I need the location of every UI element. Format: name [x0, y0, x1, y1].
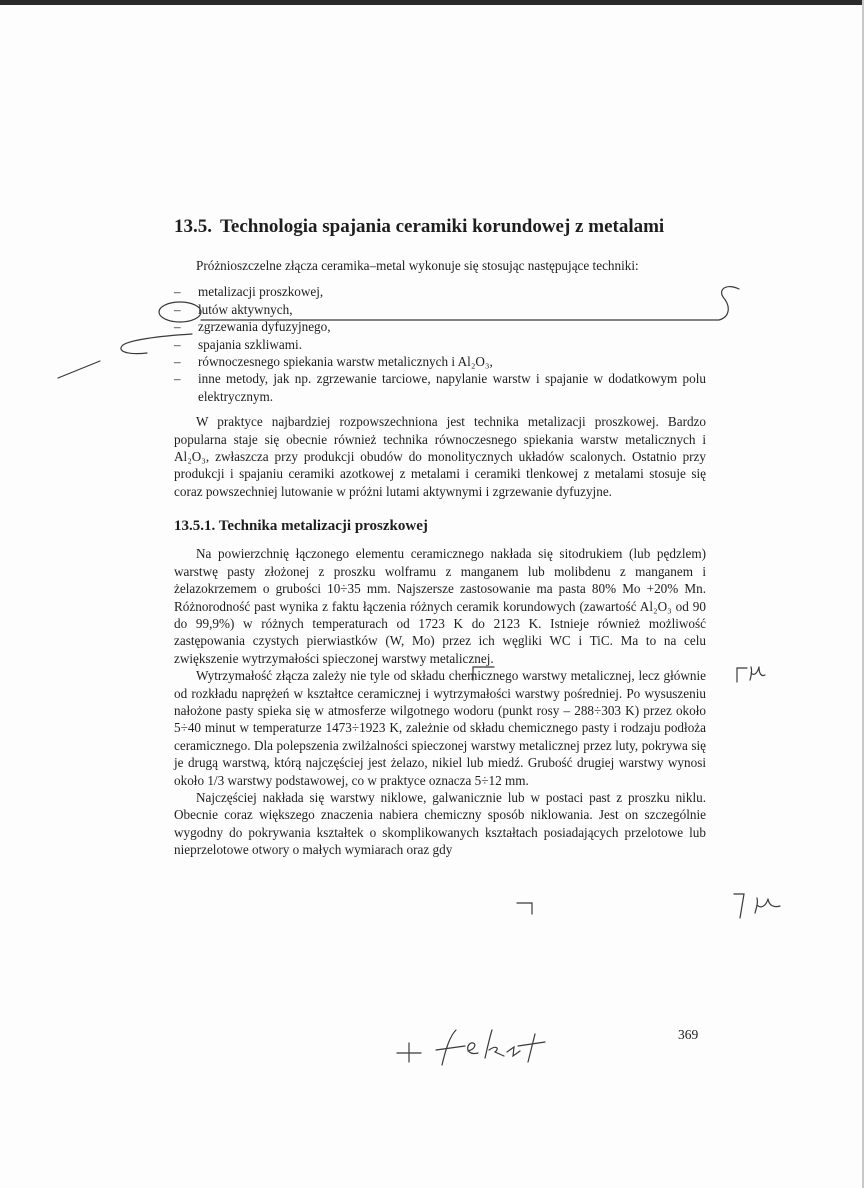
body-paragraph: Najczęściej nakłada się warstwy niklowe, galwanicznie lub w postaci past z proszku niklu. Obecnie coraz większego znaczenia nabiera chemiczny sposób niklowania. Jest on szczególnie wygodny do pokrywania kształtek o skomplikowanych kształtach posiadających przelotowe lub nieprzelotowe otwory o małych wymiarach oraz gdy: [174, 789, 706, 858]
page-number: 369: [678, 1027, 699, 1042]
circle-mark: [159, 302, 201, 322]
list-item-text: inne metody, jak np. zgrzewanie tarciowe, napylanie warstw i spajanie w dodatkowym polu elektrycznym.: [198, 371, 706, 404]
list-dash: –: [174, 336, 181, 352]
list-item-text: zgrzewania dyfuzyjnego,: [198, 319, 331, 335]
bracket-mark: [201, 287, 739, 320]
correction-mark: [473, 667, 494, 680]
arrow-mark: [121, 334, 192, 354]
list-dash: –: [174, 301, 181, 317]
list-item-text: równoczesnego spiekania warstw metalicznych i Al₂O₃,: [198, 354, 493, 370]
body-paragraph: Na powierzchnię łączonego elementu ceramicznego nakłada się sitodrukiem (lub pędzlem) warstwę pasty złożonej z proszku wolframu z manganem lub molibdenu z manganem i żelazokrzemem o grubości 10÷35 mm. Najszersze zastosowanie ma pasta 80% Mo +20% Mn. Różnorodność past wynika z faktu łączenia różnych ceramik korundowych (zawartość Al₂O₃ od 90 do 99,9%) w różnych temperaturach od 1723 K do 2123 K. Istnieje również możliwość zastępowania czystych pierwiastków (W, Mo) przez ich węgliki WC i TiC. Ma to na celu zwiększenie wytrzymałości spieczonej warstwy metalicznej.: [174, 546, 706, 666]
bottom-note-s: [507, 1047, 520, 1056]
margin-note-2-mu: [755, 898, 780, 913]
bottom-note-e: [468, 1043, 478, 1054]
list-dash: –: [174, 284, 181, 300]
section-number: 13.5.: [174, 216, 212, 237]
margin-note-1: [737, 668, 747, 682]
bottom-note-k: [485, 1030, 504, 1058]
subsection-heading: 13.5.1. Technika metalizacji proszkowej: [174, 518, 428, 535]
bottom-note-plus: [397, 1043, 421, 1062]
list-item-text: spajania szkliwami.: [198, 336, 303, 352]
list-item-text: lutów aktywnych,: [198, 301, 293, 317]
body-paragraph: Wytrzymałość złącza zależy nie tyle od składu chemicznego warstwy metalicznej, lecz głównie od rozkładu naprężeń w kształtce ceramicznej i wytrzymałości warstwy pośredniej. Po wysuszeniu nałożone pasty spieka się w atmosferze wilgotnego wodoru (punkt rosy – 288÷303 K) przez około 5÷40 minut w temperaturze 1473÷1923 K, zależnie od składu chemicznego pasty i rodzaju podłoża ceramicznego. Dla polepszenia zwilżalności spieczonej warstwy metalicznej przez luty, pokrywa się je drugą warstwą, którą najczęściej jest żelazo, nikiel lub miedź. Grubość drugiej warstwy wynosi około 1/3 warstwy podstawowej, co w praktyce oznacza 5÷12 mm.: [174, 668, 706, 788]
body-paragraph: W praktyce najbardziej rozpowszechniona jest technika metalizacji proszkowej. Bardzo popularna staje się obecnie również technika równoczesnego spiekania warstw metalicznych i Al₂O₃, zwłaszcza przy produkcji obudów do monolitycznych układów scalonych. Ostatnio przy produkcji i spajaniu ceramiki azotkowej z metalami i ceramiki tlenkowej z metalami stosuje się coraz powszechniej lutowanie w próżni lutami aktywnymi i zgrzewanie dyfuzyjne.: [174, 414, 706, 499]
list-dash: –: [174, 319, 181, 335]
margin-stroke: [58, 361, 100, 378]
margin-note-2: [734, 894, 744, 918]
bottom-note-t: [436, 1030, 465, 1065]
list-dash: –: [174, 371, 181, 387]
list-item-text: metalizacji proszkowej,: [198, 284, 324, 300]
list-dash: –: [174, 354, 181, 370]
correction-mark: [517, 903, 532, 914]
intro-paragraph: Próżnioszczelne złącza ceramika–metal wykonuje się stosując następujące techniki:: [196, 258, 639, 273]
bottom-note-t2: [518, 1034, 545, 1062]
section-title: Technologia spajania ceramiki korundowej z metalami: [220, 216, 665, 237]
margin-note-1-mu: [750, 667, 765, 680]
